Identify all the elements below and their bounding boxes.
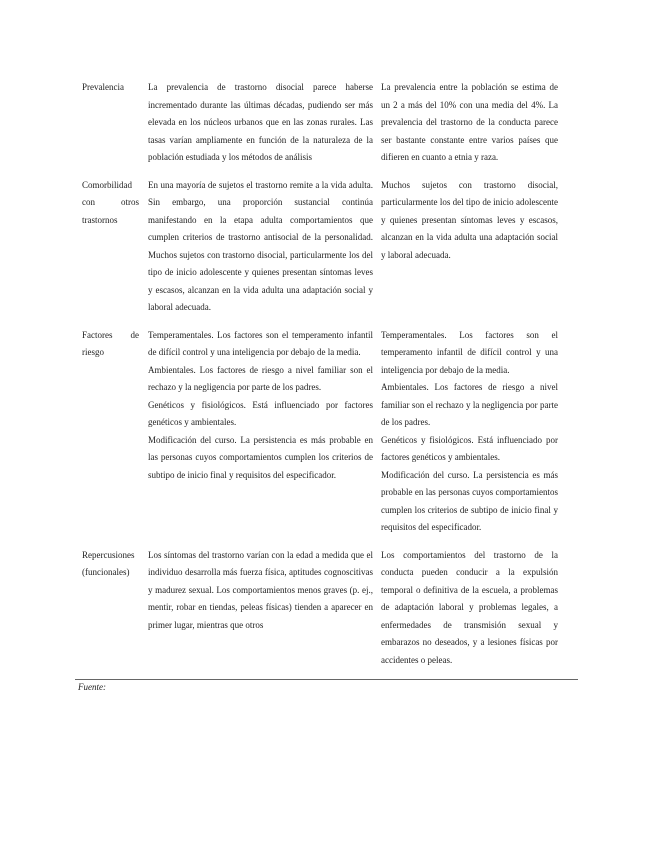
cell-paragraph: Temperamentales. Los factores son el temperamento infantil de difícil control y una inteligencia por debajo de la media. — [148, 329, 373, 357]
cell-column-2 — [148, 79, 373, 167]
row-label: Comorbilidad con otros trastornos — [82, 179, 139, 225]
cell-column-3 — [381, 547, 558, 670]
cell-column-3 — [381, 327, 558, 537]
cell-paragraph: Genéticos y fisiológicos. Está influenciado por factores genéticos y ambientales. — [148, 399, 373, 427]
row-label: Prevalencia — [82, 82, 124, 92]
cell-paragraph: Ambientales. Los factores de riesgo a nivel familiar son el rechazo y la negligencia por parte de los padres. — [381, 382, 558, 427]
cell-paragraph: Genéticos y fisiológicos. Está influenciado por factores genéticos y ambientales. — [381, 434, 558, 462]
cell-paragraph: Los síntomas del trastorno varían con la edad a medida que el individuo desarrolla más fuerza física, aptitudes cognoscitivas y madurez sexual. Los comportamientos menos graves (p. ej., mentir, robar en tiendas, peleas físicas) tienden a aparecer en primer lugar, mientras que otros — [148, 549, 373, 630]
comparison-table — [75, 79, 578, 669]
cell-paragraph: Los comportamientos del trastorno de la conducta pueden conducir a la expulsión temporal o definitiva de la escuela, a problemas de adaptación laboral y problemas legales, a enfermedades de transmisión sexual y embarazos no deseados, y a lesiones físicas por accidentes o peleas. — [381, 549, 558, 665]
cell-column-2 — [148, 547, 373, 670]
table-row-factores-de-riesgo — [82, 327, 575, 537]
source-note: Fuente: — [78, 682, 106, 692]
cell-paragraph: Muchos sujetos con trastorno disocial, particularmente los del tipo de inicio adolescente y quienes presentan síntomas leves y escasos, alcanzan en la vida adulta una adaptación social y laboral adecuada. — [381, 179, 558, 260]
row-label: Repercusiones (funcionales) — [82, 549, 135, 577]
cell-column-2 — [148, 327, 373, 537]
table-bottom-rule — [75, 679, 578, 680]
cell-column-2 — [148, 177, 373, 317]
cell-column-3 — [381, 177, 558, 317]
cell-paragraph: La prevalencia entre la población se estima de un 2 a más del 10% con una media del 4%. La prevalencia del trastorno de la conducta parece ser bastante constante entre varios países que difieren en cuanto a etnia y raza. — [381, 82, 558, 162]
table-row-comorbilidad — [82, 177, 575, 317]
cell-paragraph: En una mayoría de sujetos el trastorno remite a la vida adulta. Sin embargo, una proporción sustancial continúa manifestando en la etapa adulta comportamientos que cumplen criterios de trastorno antisocial de la personalidad. Muchos sujetos con trastorno disocial, particularmente los del tipo de inicio adolescente y quienes presentan síntomas leves y escasos, alcanzan en la vida adulta una adaptación social y laboral adecuada. — [148, 179, 373, 312]
cell-paragraph: Modificación del curso. La persistencia es más probable en las personas cuyos comportamientos cumplen los criterios de subtipo de inicio final y requisitos del especificador. — [148, 434, 373, 480]
table-row-prevalencia — [82, 79, 575, 167]
cell-paragraph: Temperamentales. Los factores son el temperamento infantil de difícil control y una inteligencia por debajo de la media. — [381, 329, 558, 375]
cell-column-3 — [381, 79, 558, 167]
cell-paragraph: Modificación del curso. La persistencia es más probable en las personas cuyos comportamientos cumplen los criterios de subtipo de inicio final y requisitos del especificador. — [381, 469, 558, 532]
table-row-repercusiones — [82, 547, 575, 670]
cell-paragraph: Ambientales. Los factores de riesgo a nivel familiar son el rechazo y la negligencia por parte de los padres. — [148, 364, 373, 392]
row-label: Factores de riesgo — [82, 329, 139, 357]
cell-paragraph: La prevalencia de trastorno disocial parece haberse incrementado durante las últimas décadas, pudiendo ser más elevada en los núcleos urbanos que en las zonas rurales. Las tasas varían ampliamente en función de la naturaleza de la población estudiada y los métodos de análisis — [148, 82, 373, 162]
document-page — [75, 79, 578, 693]
